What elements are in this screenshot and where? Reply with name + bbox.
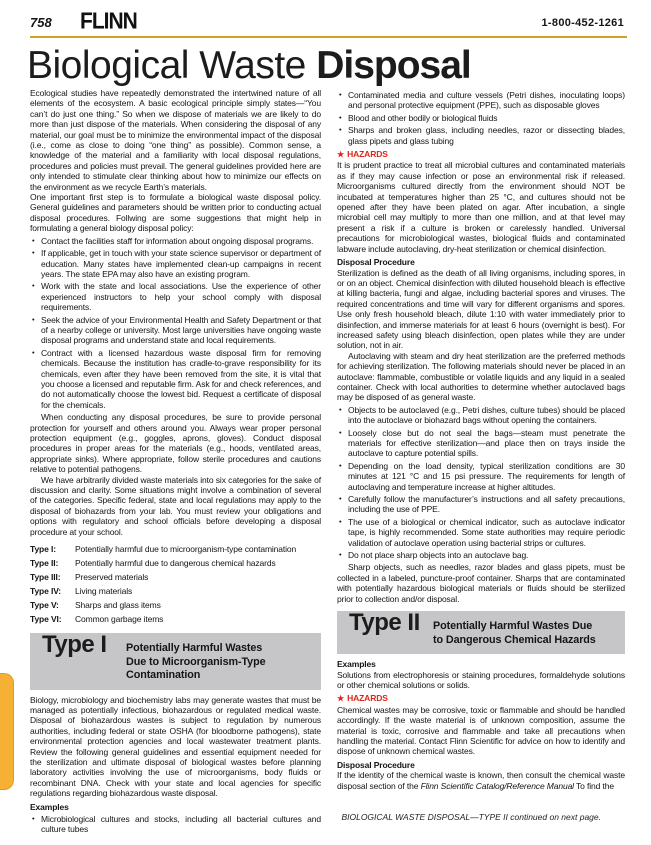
type-description: Sharps and glass items (75, 600, 161, 611)
type-description: Common garbage items (75, 614, 164, 625)
bullet-icon: • (32, 314, 35, 324)
bullet-item (337, 125, 625, 146)
bullet-icon: • (339, 112, 342, 122)
phone-number: 1-800-452-1261 (541, 17, 624, 29)
type-label: Type IV: (30, 586, 62, 597)
bullet-text: If applicable, get in touch with your state science supervisor or department of education. Many states have implemented clean-up campaigns in recent years. The state EPA may also have an existing program. (41, 248, 321, 279)
bullet-icon: • (339, 550, 342, 560)
title-line: Potentially Harmful Wastes Due (433, 620, 593, 633)
bullet-text: Contact the facilities staff for information about ongoing disposal programs. (41, 235, 314, 246)
type-label: Type III: (30, 572, 61, 583)
type-label: Type II: (30, 558, 59, 569)
paragraph: Sterilization is defined as the death of all living organisms, including spores, in or on an object. Chemical disinfection with diluted household bleach is effective at killing bacteria, fungi and algae, including bacterial spores and viruses. The required concentrations and time will vary for different organisms and spores. Use only fresh household bleach, dilute 1:10 with water immediately prior to disinfection, and immerse materials for at least 6 hours (overnight is best). For increased safety using bleach disinfection, open plates while they are under solution, not in air. (337, 267, 625, 351)
header-rule (30, 36, 627, 38)
bullet-item (30, 281, 321, 312)
bullet-icon: • (339, 125, 342, 135)
type-list-row (30, 542, 321, 556)
type-section-label: Type II (349, 609, 420, 637)
hazards-heading (337, 149, 625, 160)
title-line: Potentially Harmful Wastes (126, 642, 263, 655)
star-icon: ★ (337, 694, 345, 704)
type-label: Type VI: (30, 614, 62, 625)
paragraph: Ecological studies have repeatedly demonstrated the intertwined nature of all elements of the ecosystem. A basic ecological principle simply states—“You can’t do just one thing.” So when we dispose of materials we are likely to do more than just dispose of the materials. When considering the disposal of any material, our goal must be to minimize the environmental impact of the disposal (i.e., come as close to doing “one thing” as possible). Common sense, a knowledge of the material and a familiarity with local disposal regulations, procedures and policies must prevail. The general guidelines provided here are only intended to stimulate clear thinking about how to minimize our effects on the environment as we recycle Earth’s materials. (30, 88, 321, 192)
bullet-icon: • (339, 90, 342, 99)
bullet-text: Loosely close but do not seal the bags—steam must penetrate the materials for effective sterilization—and place then on trays inside the autoclave to capture potential spills. (348, 427, 625, 459)
bullet-icon: • (339, 494, 342, 504)
type-description: Living materials (75, 586, 133, 597)
type-section-header (30, 633, 321, 690)
paragraph: Biology, microbiology and biochemistry labs may generate wastes that must be managed as potentially infectious, biohazardous or regulated medical waste. Disposal of biohazardous wastes is subject to regulation by numerous authorities, including federal or state OSHA (for bloodborne pathogens), state environmental protection agencies and local wastewater treatment plants. Review the following general guidelines and essential equipment needed for the sterilization and ultimate disposal of biological wastes before planning laboratory activities involving the use of microorganisms, body fluids or recombinant DNA. Check with your state and local agencies for specific regulations regarding biohazardous waste disposal. (30, 694, 321, 799)
paragraph: When conducting any disposal procedures, be sure to provide personal protection for yourself and others around you. Always wear proper personal protection equipment (e.g., goggles, aprons, gloves). Conduct disposal procedures in proper areas for the materials (e.g., hoods, ventilated areas, appropriate sinks). Where appropriate, follow sterile procedures and cautions relative to potential pathogens. (30, 412, 321, 475)
hazards-label: HAZARDS (347, 693, 388, 704)
bullet-item (337, 550, 625, 560)
bullet-text: Sharps and broken glass, including needles, razor or dissecting blades, glass pipets and glass tubing (348, 125, 625, 146)
type-description: Preserved materials (75, 572, 149, 583)
paragraph: One important first step is to formulate a biological waste disposal policy. General guidelines and parameters should be written prior to conducting actual disposal procedures. Follwing are some suggestions that might help in formulating a general biology disposal policy: (30, 192, 321, 234)
type-list-row (30, 556, 321, 570)
bullet-item (30, 236, 321, 246)
italic-reference: Flinn Scientific Catalog/Reference Manual (420, 780, 574, 791)
section-subhead: Examples (30, 801, 69, 812)
hazards-label: HAZARDS (347, 149, 388, 160)
bullet-item (337, 428, 625, 459)
bullet-item (30, 315, 321, 346)
section-edge-tab (0, 673, 14, 790)
bullet-item (337, 461, 625, 492)
paragraph: We have arbitrarily divided waste materials into six categories for the sake of discussion and clarity. Some situations might involve a combination of several of the categories. Specific federal, state and local regulations may apply to the disposal of biohazards from your lab. You must review your obligations and options with regulatory and school officials before developing a disposal procedure at your school. (30, 474, 321, 537)
bullet-item (30, 348, 321, 410)
type-description: Potentially harmful due to microorganism-type contamination (75, 544, 297, 555)
bullet-text: Work with the state and local associations. Use the experience of other experienced instructors to help your school comply with disposal requirements. (41, 281, 321, 313)
bullet-icon: • (32, 281, 35, 291)
title-line: to Dangerous Chemical Hazards (433, 633, 596, 646)
bullet-item (30, 814, 321, 835)
type-label: Type V: (30, 600, 59, 611)
bullet-text: Microbiological cultures and stocks, including all bacterial cultures and culture tubes (41, 814, 321, 835)
flinn-logo: FLINN (80, 9, 137, 34)
paragraph: Solutions from electrophoresis or staining procedures, formaldehyde solutions or other chemical solutions or solids. (337, 669, 625, 690)
continued-note: BIOLOGICAL WASTE DISPOSAL—TYPE II continued on next page. (341, 812, 601, 822)
bullet-text: Carefully follow the manufacturer’s instructions and all safety precautions, including the use of PPE. (348, 494, 625, 515)
bullet-item (337, 517, 625, 548)
type-section-header (337, 611, 625, 654)
bullet-item (337, 90, 625, 111)
bullet-text: Do not place sharp objects into an autoclave bag. (348, 550, 529, 561)
text-span: If the identity of the chemical waste is known, then consult the chemical waste disposal section of the (337, 770, 625, 791)
paragraph: Sharp objects, such as needles, razor blades and glass pipets, must be collected in a labeled, puncture-proof container. Sharps that are contaminated with potentially hazardous biological materials or fluids should be sterilized prior to collection and/or disposal. (337, 562, 625, 604)
bullet-text: The use of a biological or chemical indicator, such as autoclave indicator tape, is highly recommended. Some state authorities may require periodic validation of autoclave operation using bacterial strips or cultures. (348, 516, 625, 548)
bullet-icon: • (339, 460, 342, 470)
page-number: 758 (30, 15, 52, 30)
bullet-icon: • (32, 248, 35, 258)
type-classification-list (30, 542, 321, 626)
page-title-regular: Biological Waste (27, 44, 317, 87)
bullet-text: Contaminated media and culture vessels (Petri dishes, inoculating loops) and personal protective equipment (PPE), such as disposable gloves (348, 90, 625, 111)
type-description: Potentially harmful due to dangerous chemical hazards (75, 558, 276, 569)
right-column (337, 88, 625, 791)
bullet-icon: • (339, 404, 342, 414)
type-section-label: Type I (42, 631, 107, 659)
bullet-icon: • (339, 516, 342, 526)
bullet-icon: • (32, 235, 35, 245)
page-title-bold: Disposal (316, 44, 471, 87)
bullet-item (337, 494, 625, 515)
bullet-text: Depending on the load density, typical sterilization conditions are 30 minutes at 121 °C and 15 psi pressure. The requirements for length of autoclaving and temperature increase at higher altitudes. (348, 460, 625, 492)
paragraph (337, 770, 625, 791)
bullet-text: Objects to be autoclaved (e.g., Petri dishes, culture tubes) should be placed into the autoclave or biohazard bags without opening the containers. (348, 404, 625, 426)
type-list-row (30, 598, 321, 612)
bullet-icon: • (32, 814, 35, 824)
star-icon: ★ (337, 150, 345, 160)
section-subhead: Disposal Procedure (337, 257, 415, 268)
bullet-text: Seek the advice of your Environmental Health and Safety Department or that of a nearby college or university. Most large universities have ongoing waste disposal programs and understand state and local requirements. (41, 314, 321, 346)
bullet-item (337, 405, 625, 426)
type-list-row (30, 612, 321, 626)
bullet-icon: • (339, 427, 342, 437)
bullet-item (337, 113, 625, 123)
bullet-text: Contract with a licensed hazardous waste disposal firm for removing chemicals. Because the institution has cradle-to-grave responsibility for its chemicals, even after they have been removed from the site, it is vital that you choose a licensed and reputable firm. Ask for and check references, and do not automatically choose the lowest bid. Request a certificate of disposal for the chemicals. (41, 347, 321, 410)
title-line: Due to Microorganism-Type (126, 655, 266, 668)
type-label: Type I: (30, 544, 56, 555)
left-column (30, 88, 321, 837)
type-list-row (30, 584, 321, 598)
page-title (27, 44, 471, 88)
bullet-icon: • (32, 347, 35, 357)
title-line: Contamination (126, 669, 201, 682)
section-subhead: Examples (337, 659, 376, 670)
bullet-text: Blood and other bodily or biological fluids (348, 112, 498, 123)
type-list-row (30, 570, 321, 584)
hazards-heading (337, 693, 625, 704)
bullet-item (30, 248, 321, 279)
type-section-title (433, 618, 596, 647)
paragraph: Chemical wastes may be corrosive, toxic or flammable and should be handled accordingly. If the waste material is of unknown composition, assume the material is toxic, corrosive and flammable and take all precautions when handling the material. Contact Flinn Scientific for advice on how to identify and dispose of unknown chemical wastes. (337, 704, 625, 757)
section-subhead: Disposal Procedure (337, 759, 415, 770)
type-section-title (126, 640, 265, 683)
text-span: To find the (573, 780, 614, 791)
paragraph: Autoclaving with steam and dry heat sterilization are the preferred methods for achieving sterilization. The following materials should never be placed in an autoclave: flammable, combustible or volatile liquids and any liquid in a sealed container. Check with local authorities to determine whether autoclaved bags may be disposed of as general waste. (337, 350, 625, 403)
paragraph: It is prudent practice to treat all microbial cultures and contaminated materials as if they may cause infection or pose an environmental risk if released. Microorganisms cultured directly from the environment should NOT be incubated at temperatures higher than 25 °C, and cultures should not be opened after they have been plated on agar. After incubation, a single microbial cell may multiply to more than one million, and at that level may present a risk if a culture is broken or carelessly handled. Universal precautions for microbiological wastes, biological fluids and contaminated labware include autoclaving, dry-heat sterilization or chemical disinfection. (337, 160, 625, 254)
